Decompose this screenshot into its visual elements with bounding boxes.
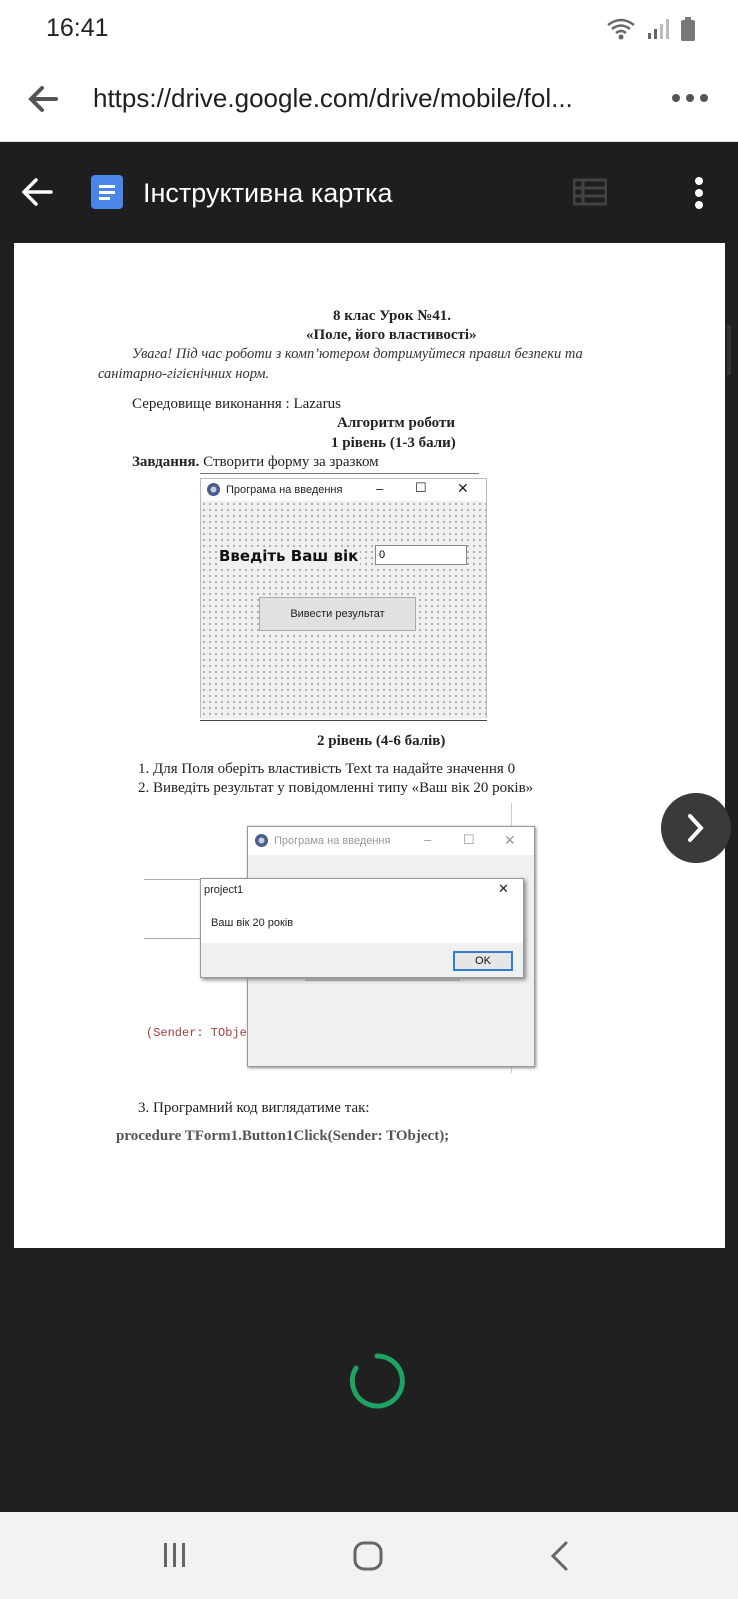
doc-heading-1: 8 клас Урок №41. bbox=[333, 308, 452, 324]
more-horizontal-icon[interactable] bbox=[670, 88, 710, 108]
document-page bbox=[14, 243, 725, 1248]
doc-heading-2: «Поле, його властивості» bbox=[306, 327, 477, 343]
chevron-right-icon bbox=[661, 793, 731, 863]
doc-level-2: 2 рівень (4-6 балів) bbox=[317, 733, 446, 749]
back-arrow-icon[interactable] bbox=[26, 82, 60, 116]
output-result-button: Вивести результат bbox=[259, 597, 416, 631]
loading-spinner-icon bbox=[348, 1352, 406, 1410]
code-fragment: (Sender: TObje bbox=[146, 1026, 247, 1040]
lazarus-icon bbox=[206, 482, 221, 497]
doc-warning-1: Увага! Під час роботи з комп’ютером дотримуйтеся правил безпеки та bbox=[132, 346, 583, 362]
task-text: Створити форму за зразком bbox=[199, 454, 379, 470]
close-icon: ✕ bbox=[457, 480, 469, 496]
document-title: Інструктивна картка bbox=[143, 178, 393, 208]
bg-form-titlebar bbox=[248, 827, 534, 855]
back-arrow-icon[interactable] bbox=[20, 175, 54, 209]
scroll-indicator bbox=[727, 325, 731, 375]
next-page-button[interactable] bbox=[661, 793, 731, 863]
status-bar bbox=[0, 0, 738, 58]
doc-code-line: procedure TForm1.Button1Click(Sender: TObject); bbox=[116, 1128, 450, 1144]
doc-item-1: 1. Для Поля оберіть властивість Text та надайте значення 0 bbox=[138, 761, 516, 777]
close-icon: ✕ bbox=[498, 881, 509, 896]
ok-button: OK bbox=[453, 951, 513, 971]
maximize-icon: ☐ bbox=[415, 480, 427, 495]
divider bbox=[144, 938, 204, 939]
battery-icon bbox=[680, 16, 696, 42]
doc-level-1: 1 рівень (1-3 бали) bbox=[331, 435, 456, 451]
doc-environment: Середовище виконання : Lazarus bbox=[132, 396, 341, 412]
list-view-icon[interactable] bbox=[573, 178, 607, 206]
divider bbox=[200, 720, 487, 721]
back-icon[interactable] bbox=[548, 1540, 572, 1572]
google-docs-icon bbox=[91, 175, 123, 209]
sample-form-screenshot bbox=[200, 478, 487, 718]
close-icon: ✕ bbox=[504, 832, 516, 848]
form-caption: Програма на введення bbox=[226, 484, 343, 496]
recent-apps-icon[interactable] bbox=[160, 1540, 190, 1570]
bg-form-caption: Програма на введення bbox=[274, 835, 391, 847]
status-icons bbox=[606, 16, 696, 42]
url-text[interactable]: https://drive.google.com/drive/mobile/fol... bbox=[93, 83, 573, 113]
doc-item-3: 3. Програмний код виглядатиме так: bbox=[138, 1100, 370, 1116]
status-time: 16:41 bbox=[46, 14, 109, 42]
message-text: Ваш вік 20 років bbox=[211, 917, 294, 929]
maximize-icon: ☐ bbox=[463, 832, 475, 847]
doc-warning-2: санітарно-гігієнічних норм. bbox=[98, 366, 270, 382]
form-design-grid bbox=[201, 501, 486, 719]
message-title: project1 bbox=[204, 884, 244, 896]
doc-task bbox=[132, 454, 379, 471]
form-titlebar bbox=[201, 479, 486, 501]
lazarus-icon bbox=[254, 833, 269, 848]
age-edit: 0 bbox=[375, 545, 467, 565]
browser-url-bar bbox=[0, 58, 738, 142]
message-dialog-screenshot bbox=[200, 878, 524, 978]
doc-algorithm-title: Алгоритм роботи bbox=[337, 415, 455, 431]
age-label: Введіть Ваш вік bbox=[219, 547, 359, 565]
minimize-icon: – bbox=[376, 481, 384, 496]
divider bbox=[200, 473, 479, 474]
drive-toolbar bbox=[0, 142, 738, 242]
doc-item-2: 2. Виведіть результат у повідомленні типу «Ваш вік 20 років» bbox=[138, 780, 534, 796]
more-vertical-icon[interactable] bbox=[688, 176, 710, 210]
signal-icon bbox=[646, 17, 670, 41]
home-icon[interactable] bbox=[352, 1540, 384, 1572]
wifi-icon bbox=[606, 17, 636, 41]
task-label: Завдання. bbox=[132, 454, 200, 470]
message-body bbox=[201, 879, 523, 943]
minimize-icon: – bbox=[424, 832, 432, 847]
system-nav-bar bbox=[0, 1512, 738, 1599]
divider bbox=[144, 879, 204, 880]
